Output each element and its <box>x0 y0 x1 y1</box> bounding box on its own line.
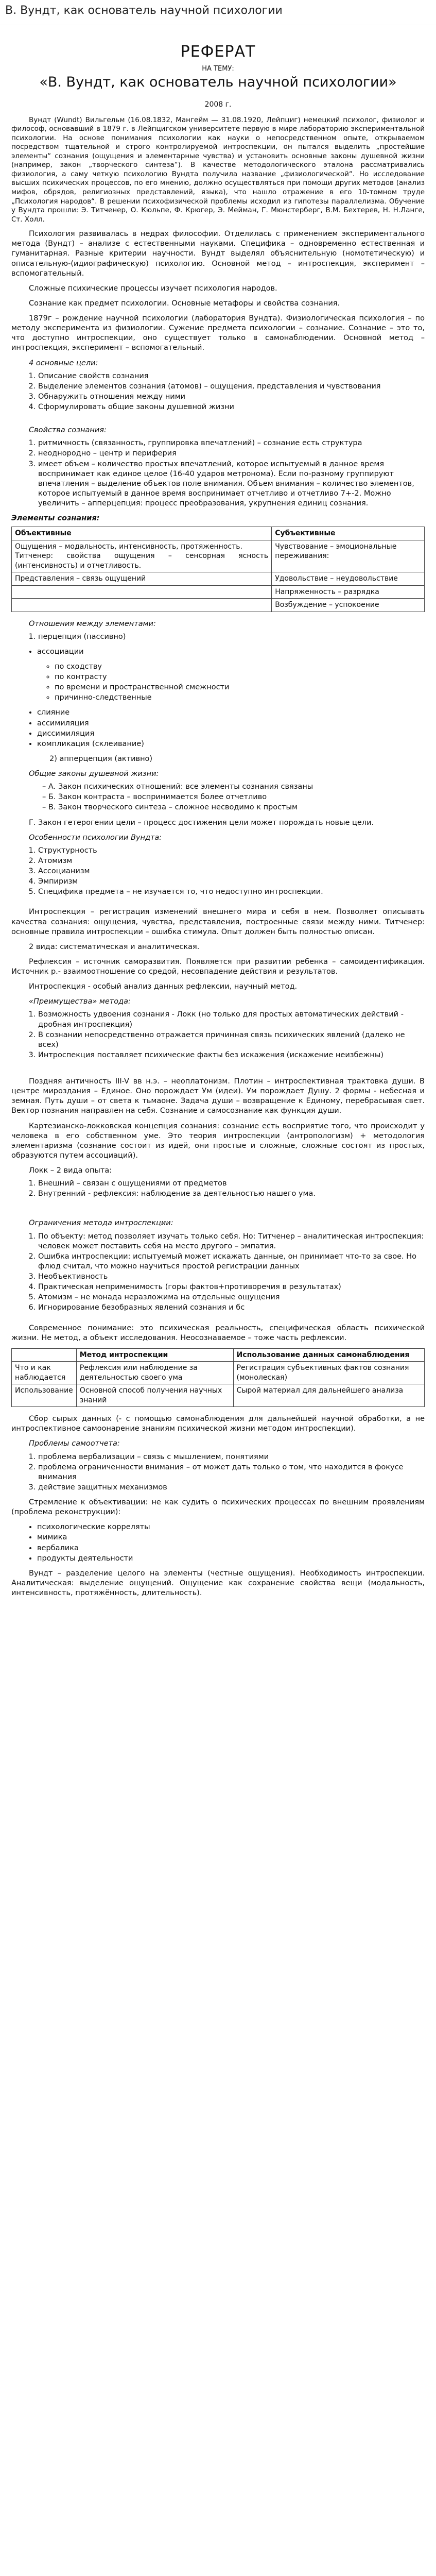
list-item: 1. Описание свойств сознания <box>38 371 425 381</box>
list-item: 4. Практическая неприменимость (горы фактов+противоречия в результатах) <box>38 1282 425 1292</box>
page-title: В. Вундт, как основатель научной психологии <box>5 4 283 17</box>
list-item: 3. Обнаружить отношения между ними <box>38 392 425 402</box>
table-header <box>12 1348 77 1361</box>
self-report-label: Проблемы самоотчета: <box>29 1439 120 1448</box>
limitations-list <box>11 1232 425 1313</box>
list-item: ◦ причинно-следственные <box>55 693 425 703</box>
features-label: Особенности психологии Вундта: <box>29 833 162 842</box>
table-cell: Напряженность – разрядка <box>272 585 425 598</box>
list-item: 6. Игнорирование безобразных явлений сознания и бс <box>38 1303 425 1313</box>
table-cell: Регистрация субъективных фактов сознания (монолеская) <box>233 1362 424 1384</box>
table-cell: Что и как наблюдается <box>12 1362 77 1384</box>
list-item: – Б. Закон контраста – воспринимается более отчетливо <box>42 792 425 802</box>
consciousness-heading: Сознание как предмет психологии. Основные метафоры и свойства сознания. <box>29 299 340 308</box>
properties-list <box>11 438 425 509</box>
list-item: 2. Атомизм <box>38 856 425 866</box>
method-table <box>11 1348 425 1407</box>
elements-label: Элементы сознания: <box>11 514 100 523</box>
list-item: 1. перцепция (пассивно) <box>38 632 425 642</box>
table-header: Использование данных самонаблюдения <box>233 1348 424 1361</box>
table-cell <box>12 585 272 598</box>
list-item: 1. Внешний – связан с ощущениями от предметов <box>38 1179 425 1189</box>
wundt-final-paragraph: Вундт – разделение целого на элементы (честные ощущения). Необходимость интроспекции. Аналитическая: выделение ощущений. Ощущение как сохранение свойства вещи (модальность, интенсивность, протяжённость, длительность). <box>11 1569 425 1598</box>
year-1879-paragraph: 1879г – рождение научной психологии (лаборатория Вундта). Физиологическая психология – по методу эксперимента из физиологии. Сужение предмета психологии – сознание. Сознание – это то, что доступно интроспекции, оно существует только в самонаблюдении. Основной метод – интроспекция, эксперимент – вспомогательный. <box>11 314 425 352</box>
locke-label: Локк – 2 вида опыта: <box>29 1166 112 1175</box>
antiquity-paragraph: Поздняя античность III-V вв н.э. – неоплатонизм. Плотин – интроспективная трактовка души. В центре мироздания – Единое. Оно порождает Ум (идеи). Ум порождает Душу. 2 формы - небесная и земная. Путь души – от света к тьмаоне. Задача души – возвращение к Единому, перебрасывая свет. Вектор познания направлен на себя. Сознание и самосознание как функция души. <box>11 1077 425 1115</box>
doc-topic: «В. Вундт, как основатель научной психологии» <box>39 74 397 90</box>
table-cell: Чувствование – эмоциональные переживания: <box>272 540 425 572</box>
features-list <box>11 846 425 897</box>
list-item: 1. Структурность <box>38 846 425 856</box>
objective-list <box>11 1522 425 1564</box>
list-item: • вербалика <box>37 1544 425 1553</box>
list-item: • психологические корреляты <box>37 1522 425 1532</box>
list-item: 3. Ассоцианизм <box>38 867 425 876</box>
list-item: ◦ по времени и пространственной смежности <box>55 683 425 692</box>
apperception-line: 2) апперцепция (активно) <box>49 754 153 763</box>
list-item: 1. По объекту: метод позволяет изучать только себя. Но: Титченер – аналитическая интроспекция: человек может поставить себя на место другого – эмпатия. <box>38 1232 425 1251</box>
list-item: 2. неоднородно – центр и периферия <box>38 449 425 459</box>
limitations-label: Ограничения метода интроспекции: <box>29 1219 173 1228</box>
introspection-analysis-line: Интроспекция - особый анализ данных рефлексии, научный метод. <box>29 982 298 991</box>
table-cell: Удовольствие – неудовольствие <box>272 572 425 585</box>
tasks-label: 4 основные цели: <box>29 359 98 367</box>
list-item: 4. Эмпиризм <box>38 877 425 887</box>
list-item: – А. Закон психических отношений: все элементы сознания связаны <box>42 782 425 792</box>
table-cell: Возбуждение – успокоение <box>272 599 425 612</box>
list-item: ◦ по сходству <box>55 662 425 672</box>
list-item: • ассимиляция <box>37 719 425 728</box>
table-header: Метод интроспекции <box>76 1348 233 1361</box>
list-item: 2. проблема ограниченности внимания – от может дать только о том, что находится в фокусе внимания <box>38 1463 425 1482</box>
list-item: 3. имеет объем – количество простых впечатлений, которое испытуемый в данное время воспринимает как единое целое (16-40 ударов метронома). Если по-разному группируют впечатления – выделение объектов поле внимания. Объем внимания – количество элементов, которое испытуемый в данное время воспринимает отчетливо и отчетливо 7+-2. Можно увеличить – апперцепция: процесс преобразования, укрупнения единиц сознания. <box>38 460 425 509</box>
list-item: • диссимиляция <box>37 729 425 739</box>
cartesian-paragraph: Картезианско-локковская концепция сознания: сознание есть восприятие того, что происходит у человека в его собственном уме. Это теория интроспекции (антропологизм) + методология элементаризма (сознание состоит из идей, они простые и сложные, сложные состоят из простых, образуются путем ассоциаций). <box>11 1122 425 1160</box>
list-item: 5. Атомизм – не монада неразложима на отдельные ощущения <box>38 1293 425 1302</box>
list-item: 5. Специфика предмета – не изучается то, что недоступно интроспекции. <box>38 887 425 897</box>
list-item: • ассоциации <box>37 647 425 657</box>
document-body <box>0 25 436 2576</box>
list-item: • мимика <box>37 1533 425 1543</box>
table-cell: Представления – связь ощущений <box>12 572 272 585</box>
page-header <box>0 0 436 25</box>
table-header: Объективные <box>12 527 272 540</box>
table-cell <box>12 599 272 612</box>
doc-subtitle: НА ТЕМУ: <box>202 64 234 73</box>
introspection-paragraph: Интроспекция – регистрация изменений внешнего мира и себя в нем. Позволяет описывать качества сознания: ощущения, чувства, представления, построенные связи между ними. Титченер: основные правила интроспекции – ошибка стимула. Опыт должен быть полностью описан. <box>11 908 425 936</box>
list-item: 1. ритмичность (связанность, группировка впечатлений) – сознание есть структура <box>38 438 425 448</box>
doc-year: 2008 г. <box>204 100 232 109</box>
objectivation-paragraph: Стремление к объективации: не как судить о психических процессах по внешним проявлениям (проблема реконструкции): <box>11 1498 425 1517</box>
raw-data-paragraph: Сбор сырых данных (- с помощью самонаблюдения для дальнейшей научной обработки, а не интроспективное самоонарение знаниям психической жизни методом интроспекции). <box>11 1415 425 1433</box>
modern-paragraph: Современное понимание: это психическая реальность, специфическая область психической жизни. Не метод, а объект исследования. Неосознаваемое – тоже часть рефлексии. <box>11 1324 425 1342</box>
table-header: Субъективные <box>272 527 425 540</box>
assoc-types-list <box>11 662 425 703</box>
relations-list <box>11 632 425 642</box>
locke-list <box>11 1179 425 1199</box>
list-item: 1. Возможность удвоения сознания - Локк (но только для простых автоматических действий - дробная интроспекция) <box>38 1010 425 1029</box>
list-item: 2. Выделение элементов сознания (атомов) – ощущения, представления и чувствования <box>38 382 425 392</box>
list-item: 2. Ошибка интроспекции: испытуемый может искажать данные, он принимает что-то за свое. Но флюд считал, что можно научиться простой регистрации данных <box>38 1252 425 1272</box>
fusion-list <box>11 708 425 749</box>
table-cell: Основной способ получения научных знаний <box>76 1384 233 1407</box>
self-report-list <box>11 1452 425 1493</box>
psychology-paragraph: Психология развивалась в недрах философии. Отделилась с применением экспериментального метода (Вундт) – анализе с естественными науками. Специфика – одновременно естественная и гуманитарная. Разные критерии научности. Вундт выделял объяснительную (номотетическую) и описательную-(идиографическую) психологию. Основной метод – интроспекция, эксперимент – вспомогательный. <box>11 230 425 278</box>
list-item: • компликация (склеивание) <box>37 739 425 749</box>
advantages-label: «Преимущества» метода: <box>29 997 131 1006</box>
bio-paragraph: Вундт (Wundt) Вильгельм (16.08.1832, Мангейм — 31.08.1920, Лейпциг) немецкий психолог, физиолог и философ, основавший в 1879 г. в Лейпцигском университете первую в мире лабораторию экспериментальной психологии. На основе понимания психологии как науки о непосредственном опыте, открываемом посредством тщательной и строго контролируемой интроспекции, он пытался выделить „простейшие элементы“ сознания (ощущения и элементарные чувства) и установить основные законы душевной жизни (например, закон „творческого синтеза“). В качестве методологического эталона рассматривались физиология, а саму четкую психологию Вундта получила название „физиологической“. Но исследование высших психических процессов, по его мнению, должно осуществляться при помощи других методов (анализ мифов, обрядов, религиозных представлений, языка), что нашло отражение в его 10-томном труде „Психология народов“. В решении психофизической проблемы исходил из гипотезы параллелизма. Обучение у Вундта прошли: Э. Титченер, О. Кюльпе, Ф. Крюгер, Э. Мейман, Г. Мюнстерберг, В.М. Бехтерев, Н. Н.Ланге, Ст. Холл. <box>11 115 425 224</box>
table-cell: Сырой материал для дальнейшего анализа <box>233 1384 424 1407</box>
peoples-psychology-line: Сложные психические процессы изучает психология народов. <box>29 284 277 293</box>
tasks-list <box>11 371 425 413</box>
list-item: – В. Закон творческого синтеза – сложное несводимо к простым <box>42 803 425 812</box>
laws-list <box>11 782 425 812</box>
list-item: 4. Сформулировать общие законы душевной жизни <box>38 402 425 412</box>
list-item: • слияние <box>37 708 425 718</box>
advantages-list <box>11 1010 425 1060</box>
list-item: 3. Необъективность <box>38 1272 425 1282</box>
list-item: 2. В сознании непосредственно отражается причинная связь психических явлений (далеко не всех) <box>38 1030 425 1050</box>
list-item: 3. действие защитных механизмов <box>38 1483 425 1493</box>
table-cell: Использование <box>12 1384 77 1407</box>
list-item: • продукты деятельности <box>37 1554 425 1564</box>
two-kinds-line: 2 вида: систематическая и аналитическая. <box>29 942 200 951</box>
assoc-list <box>11 647 425 657</box>
table-cell: Ощущения – модальность, интенсивность, протяженность. Титченер: свойства ощущения – сенсорная ясность (интенсивность) и отчетливость. <box>12 540 272 572</box>
table-cell: Рефлексия или наблюдение за деятельностью своего ума <box>76 1362 233 1384</box>
list-item: ◦ по контрасту <box>55 672 425 682</box>
doc-title: РЕФЕРАТ <box>180 43 256 61</box>
elements-table <box>11 527 425 612</box>
relations-label: Отношения между элементами: <box>29 619 156 628</box>
list-item: 2. Внутренний - рефлексия: наблюдение за деятельностью нашего ума. <box>38 1189 425 1199</box>
law-g-line: Г. Закон гетерогении цели – процесс достижения цели может порождать новые цели. <box>29 818 374 827</box>
reflexion-paragraph: Рефлексия – источник саморазвития. Появляется при развитии ребенка – самоидентификация. Источник р.- взаимоотношение со средой, несовпадение действия и результатов. <box>11 957 425 976</box>
properties-label: Свойства сознания: <box>29 426 107 435</box>
list-item: 1. проблема вербализации – связь с мышлением, понятиями <box>38 1452 425 1462</box>
laws-label: Общие законы душевной жизни: <box>29 770 159 778</box>
list-item: 3. Интроспекция поставляет психические факты без искажения (искажение неизбежны) <box>38 1050 425 1060</box>
